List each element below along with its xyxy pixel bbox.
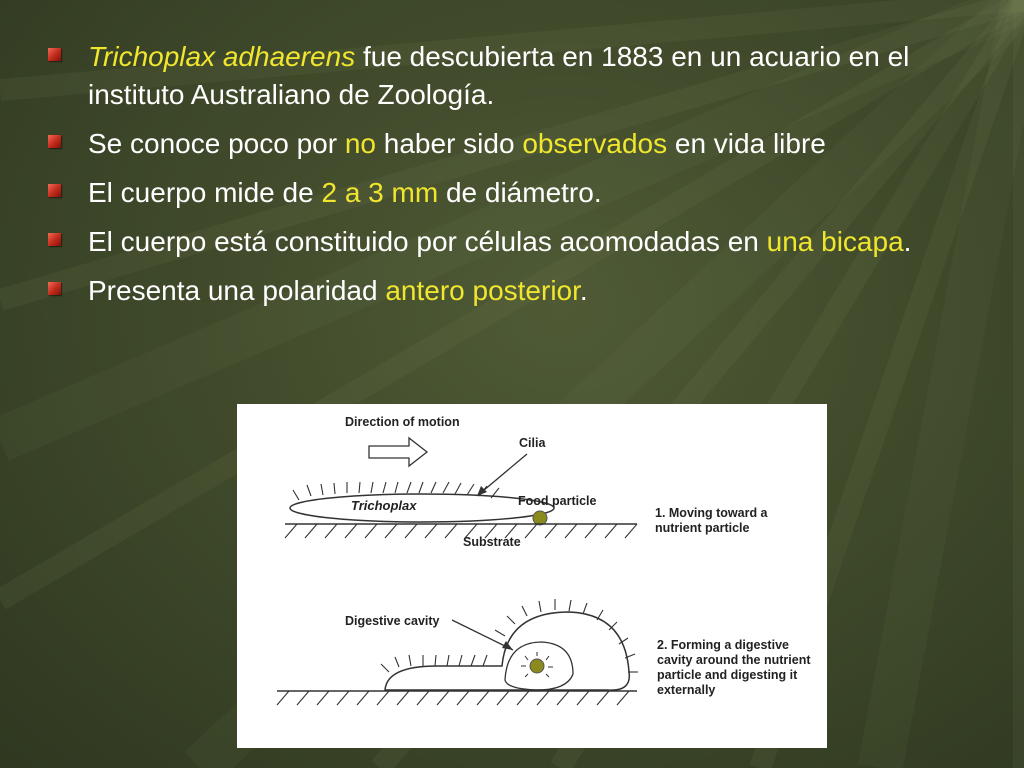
bullet-text [88, 38, 928, 114]
bullet-text [88, 272, 928, 310]
bullet-item [48, 174, 928, 212]
food-particle-top [533, 511, 547, 525]
bullet-item [48, 38, 928, 114]
bullet-item [48, 223, 928, 261]
bullet-marker [48, 184, 61, 197]
bullet-marker [48, 233, 61, 246]
direction-arrow-icon [369, 438, 427, 466]
bullet-segment: El cuerpo mide de [88, 177, 322, 208]
bullet-segment: Presenta una polaridad [88, 275, 386, 306]
trichoplax-body-top [290, 494, 554, 522]
bullet-text [88, 174, 928, 212]
food-particle-label: Food particle [518, 494, 597, 508]
trichoplax-diagram [237, 404, 827, 748]
bullet-highlight: no [344, 128, 376, 159]
food-particle-bottom [530, 659, 544, 673]
bullet-segment: fue descubierta en 1883 en un acuario en el instituto Australiano de Zoología. [88, 41, 910, 110]
bullet-segment: . [579, 275, 588, 306]
bullet-highlight: 2 a 3 mm [321, 177, 439, 208]
bullet-segment: haber sido [376, 128, 523, 159]
substrate-hatching-top [285, 524, 637, 538]
bullet-highlight: Trichoplax adhaerens [88, 41, 356, 72]
bullet-item [48, 272, 928, 310]
bullet-text [88, 125, 928, 163]
bullet-text [88, 223, 928, 261]
substrate-label: Substrate [463, 535, 521, 549]
bullet-marker [48, 282, 61, 295]
bullet-list [48, 38, 928, 321]
bullet-segment: . [903, 226, 912, 257]
bullet-segment: Se conoce poco por [88, 128, 345, 159]
bullet-segment: en vida libre [667, 128, 826, 159]
bullet-segment: El cuerpo está constituido por células acomodadas en [88, 226, 767, 257]
cilia-label: Cilia [519, 436, 546, 450]
bullet-item [48, 125, 928, 163]
step-1-label: 1. Moving toward a nutrient particle [655, 506, 768, 535]
bullet-marker [48, 135, 61, 148]
digestive-cavity-label: Digestive cavity [345, 614, 440, 628]
direction-of-motion-label: Direction of motion [345, 415, 460, 429]
step-2-label: 2. Forming a digestive cavity around the nutrient particle and digesting it externally [657, 638, 811, 697]
bullet-segment: de diámetro. [438, 177, 602, 208]
organism-label: Trichoplax [351, 498, 417, 513]
bullet-highlight: una bicapa [766, 226, 904, 257]
bullet-highlight: observados [522, 128, 668, 159]
substrate-hatching-bottom [277, 691, 629, 705]
bullet-highlight: antero posterior [385, 275, 580, 306]
bullet-marker [48, 48, 61, 61]
